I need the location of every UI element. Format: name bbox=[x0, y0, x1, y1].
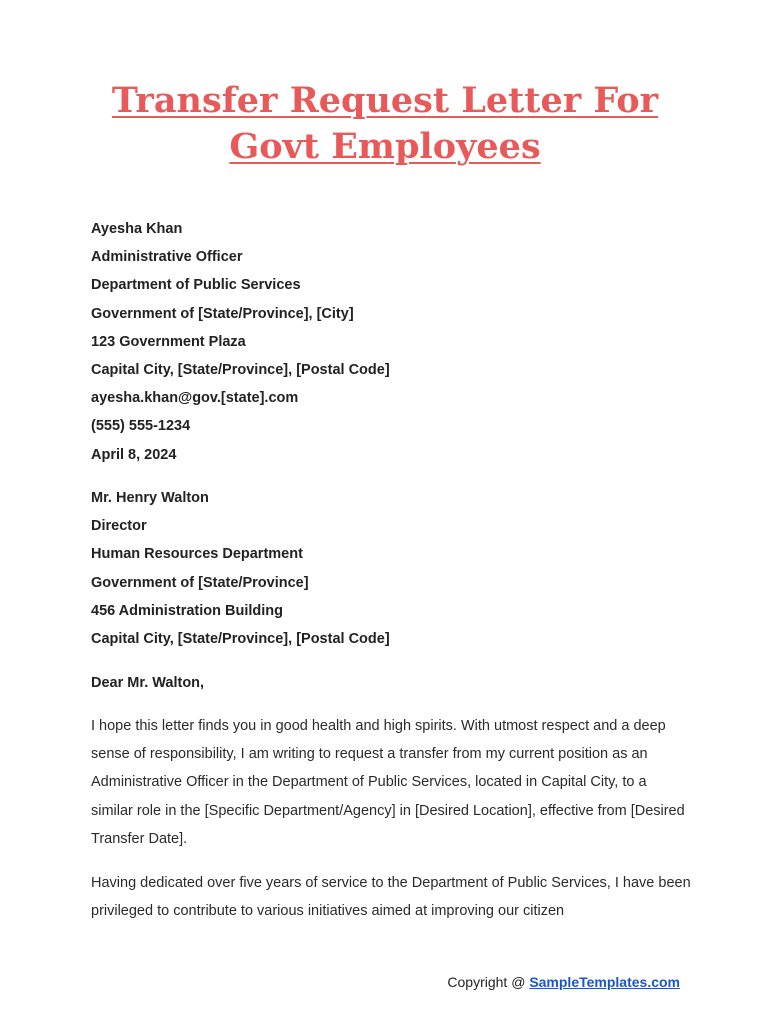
salutation: Dear Mr. Walton, bbox=[91, 675, 205, 691]
sender-name: Ayesha Khan bbox=[91, 221, 183, 237]
sender-position: Administrative Officer bbox=[91, 249, 243, 266]
sender-phone: (555) 555-1234 bbox=[91, 418, 191, 435]
recipient-name: Mr. Henry Walton bbox=[91, 490, 209, 506]
copyright-text: Copyright @ bbox=[447, 974, 530, 990]
recipient-street: 456 Administration Building bbox=[91, 602, 284, 619]
sender-street: 123 Government Plaza bbox=[91, 333, 246, 350]
letter-date: April 8, 2024 bbox=[91, 446, 177, 463]
body-paragraph-1: I hope this letter finds you in good health and high spirits. With utmost respect and a deep sense of responsibility, I am writing to request a transfer from my current position as an Administrative Officer in the Department of Public Services, located in Capital City, to a similar role in the [Specific Department/Agency] in [Desired Location], effective from [Desired Transfer Date]. bbox=[91, 718, 685, 847]
sender-city: Capital City, [State/Province], [Postal Code] bbox=[91, 362, 390, 379]
title-line-1: Transfer Request Letter For bbox=[111, 80, 659, 121]
recipient-department: Human Resources Department bbox=[91, 546, 303, 563]
document-title bbox=[60, 78, 710, 170]
recipient-government: Government of [State/Province] bbox=[91, 574, 309, 591]
title-line-2: Govt Employees bbox=[229, 126, 541, 167]
recipient-address-block bbox=[91, 484, 691, 653]
copyright-footer bbox=[447, 970, 680, 994]
recipient-city: Capital City, [State/Province], [Postal Code] bbox=[91, 631, 390, 648]
sender-department: Department of Public Services bbox=[91, 277, 301, 294]
sampletemplates-link[interactable]: SampleTemplates.com bbox=[529, 974, 680, 990]
recipient-position: Director bbox=[91, 518, 147, 535]
sender-address-block bbox=[91, 215, 691, 469]
sender-government: Government of [State/Province], [City] bbox=[91, 305, 354, 322]
sender-email: ayesha.khan@gov.[state].com bbox=[91, 390, 299, 407]
body-paragraph-2: Having dedicated over five years of service to the Department of Public Services, I have been privileged to contribute to various initiatives aimed at improving our citizen bbox=[91, 875, 691, 920]
